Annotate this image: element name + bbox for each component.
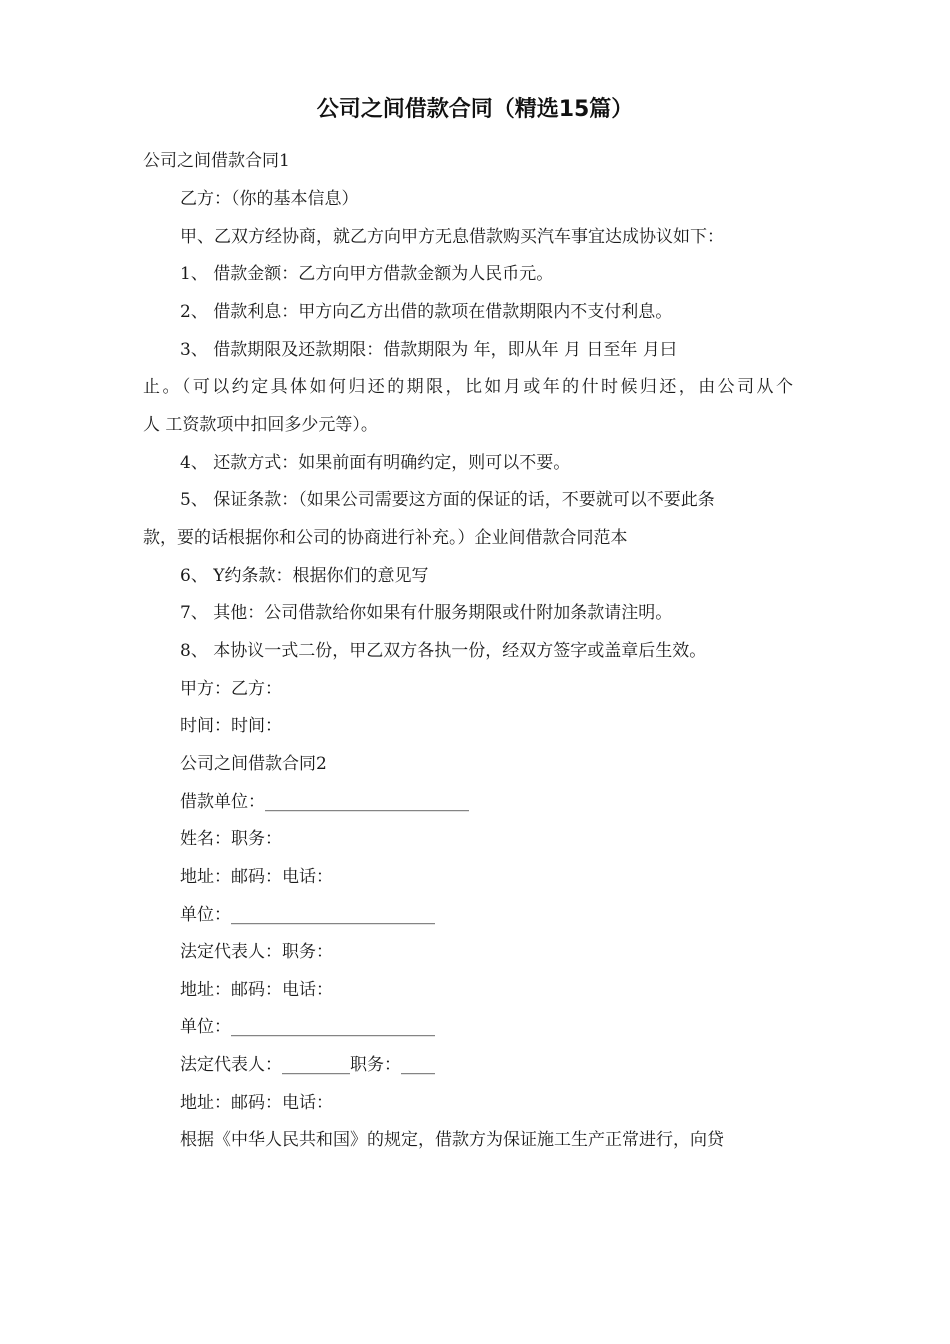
field-legal-rep-1: 法定代表人：职务： bbox=[180, 942, 333, 962]
paragraph-intro: 甲、乙双方经协商，就乙方向甲方无息借款购买汽车事宜达成协议如下： bbox=[180, 227, 724, 247]
clause-5-cont: 款，要的话根据你和公司的协商进行补充。）企业间借款合同范本 bbox=[143, 528, 628, 548]
clause-1: 1、 借款金额：乙方向甲方借款金额为人民币元。 bbox=[180, 264, 554, 284]
field-address-3: 地址：邮码：电话： bbox=[180, 1093, 333, 1113]
section-heading-2: 公司之间借款合同2 bbox=[180, 754, 327, 774]
field-unit-2: 单位：________________________ bbox=[180, 1017, 435, 1037]
field-address-2: 地址：邮码：电话： bbox=[180, 980, 333, 1000]
signature-parties: 甲方：乙方： bbox=[180, 679, 282, 699]
clause-5: 5、 保证条款：（如果公司需要这方面的保证的话，不要就可以不要此条 bbox=[180, 490, 715, 510]
clause-3: 3、 借款期限及还款期限：借款期限为 年，即从年 月 日至年 月曰 bbox=[180, 340, 677, 360]
clause-4: 4、 还款方式：如果前面有明确约定，则可以不要。 bbox=[180, 453, 571, 473]
clause-3-cont-1: 止。（可以约定具体如何归还的期限，比如月或年的什时候归还，由公司从个 bbox=[143, 377, 793, 397]
clause-7: 7、 其他：公司借款给你如果有什服务期限或什附加条款请注明。 bbox=[180, 603, 673, 623]
clause-3-cont-2: 人 工资款项中扣回多少元等）。 bbox=[143, 415, 378, 435]
field-name-title: 姓名：职务： bbox=[180, 829, 282, 849]
document-title: 公司之间借款合同（精选15篇） bbox=[316, 97, 634, 122]
clause-2: 2、 借款利息：甲方向乙方出借的款项在借款期限内不支付利息。 bbox=[180, 302, 673, 322]
clause-8: 8、 本协议一式二份，甲乙双方各执一份，经双方签字或盖章后生效。 bbox=[180, 641, 707, 661]
field-borrower-unit: 借款单位：________________________ bbox=[180, 792, 469, 812]
signature-dates: 时间：时间： bbox=[180, 716, 282, 736]
section-heading-1: 公司之间借款合同1 bbox=[143, 151, 290, 171]
field-address-1: 地址：邮码：电话： bbox=[180, 867, 333, 887]
paragraph-party-b: 乙方：（你的基本信息） bbox=[180, 189, 359, 209]
paragraph-legal-basis: 根据《中华人民共和国》的规定，借款方为保证施工生产正常进行，向贷 bbox=[180, 1130, 724, 1150]
clause-6: 6、 Y约条款：根据你们的意见写 bbox=[180, 566, 429, 586]
field-legal-rep-2: 法定代表人：________职务：____ bbox=[180, 1055, 435, 1075]
field-unit-1: 单位：________________________ bbox=[180, 905, 435, 925]
